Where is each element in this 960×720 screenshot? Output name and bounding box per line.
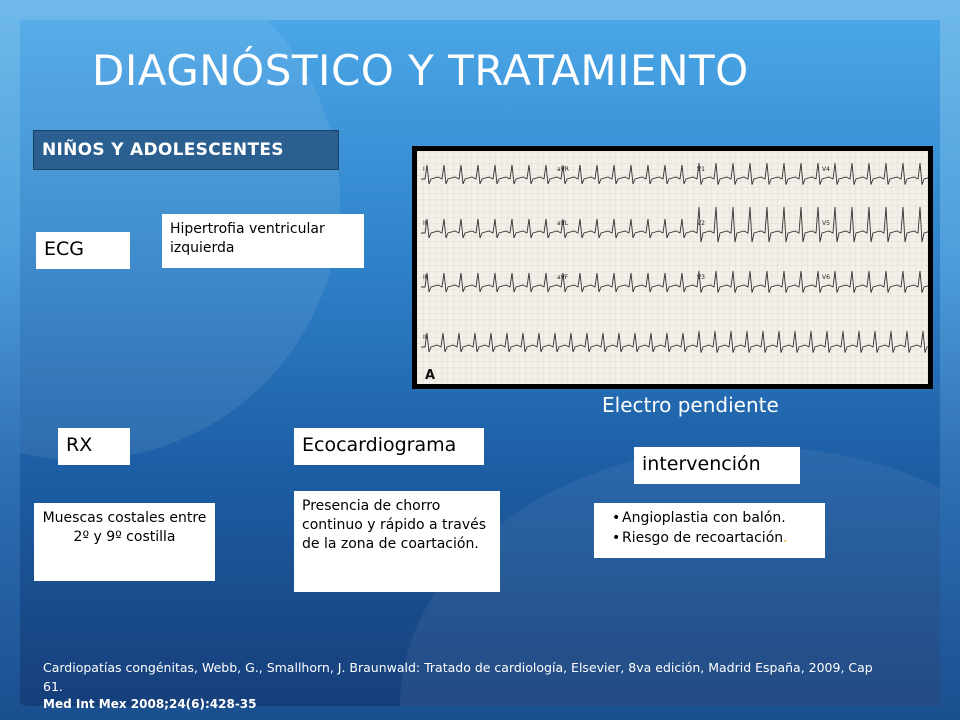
ecg-lead-label: V6: [822, 274, 830, 281]
accent-period: .: [783, 530, 788, 546]
intervention-list-box: [594, 503, 825, 558]
echo-finding-box: Presencia de chorro continuo y rápido a través de la zona de coartación.: [294, 491, 500, 592]
section-header: NIÑOS Y ADOLESCENTES: [33, 130, 339, 170]
ecg-lead-label: aVR: [557, 166, 569, 173]
intervention-list: [610, 508, 817, 548]
ecg-image: [417, 151, 928, 384]
ecg-finding-box: Hipertrofia ventricular izquierda: [162, 214, 364, 268]
ecg-lead-label: aVF: [557, 274, 569, 281]
rx-finding-box: Muescas costales entre 2º y 9º costilla: [34, 503, 215, 581]
intervention-item: • Angioplastia con balón.: [622, 508, 817, 528]
ecg-lead-label: III: [423, 274, 429, 281]
ecg-label-box: ECG: [36, 232, 130, 269]
ecg-lead-label: II: [423, 334, 427, 341]
slide-title: DIAGNÓSTICO Y TRATAMIENTO: [92, 46, 749, 95]
echo-label-box: Ecocardiograma: [294, 428, 484, 465]
ecg-lead-label: II: [423, 220, 427, 227]
ecg-lead-label: V4: [822, 166, 830, 173]
reference-citation-journal: Med Int Mex 2008;24(6):428-35: [43, 697, 257, 711]
ecg-trace: [417, 151, 928, 384]
rx-label-box: RX: [58, 428, 130, 465]
intervention-item: • Riesgo de recoartación.: [622, 528, 817, 548]
intervention-label-box: intervención: [634, 447, 800, 484]
ecg-caption: Electro pendiente: [602, 393, 779, 417]
ecg-lead-label: V3: [697, 274, 705, 281]
ecg-lead-label: I: [423, 166, 425, 173]
ecg-lead-label: V1: [697, 166, 705, 173]
ecg-image-frame: [412, 146, 933, 389]
ecg-lead-label: V5: [822, 220, 830, 227]
reference-citation: Cardiopatías congénitas, Webb, G., Smallhorn, J. Braunwald: Tratado de cardiología, Elsevier, 8va edición, Madrid España, 2009, Cap 61.: [43, 660, 873, 694]
ecg-lead-label: V2: [697, 220, 705, 227]
ecg-lead-label: aVL: [557, 220, 569, 227]
ecg-panel-letter: A: [425, 368, 436, 383]
